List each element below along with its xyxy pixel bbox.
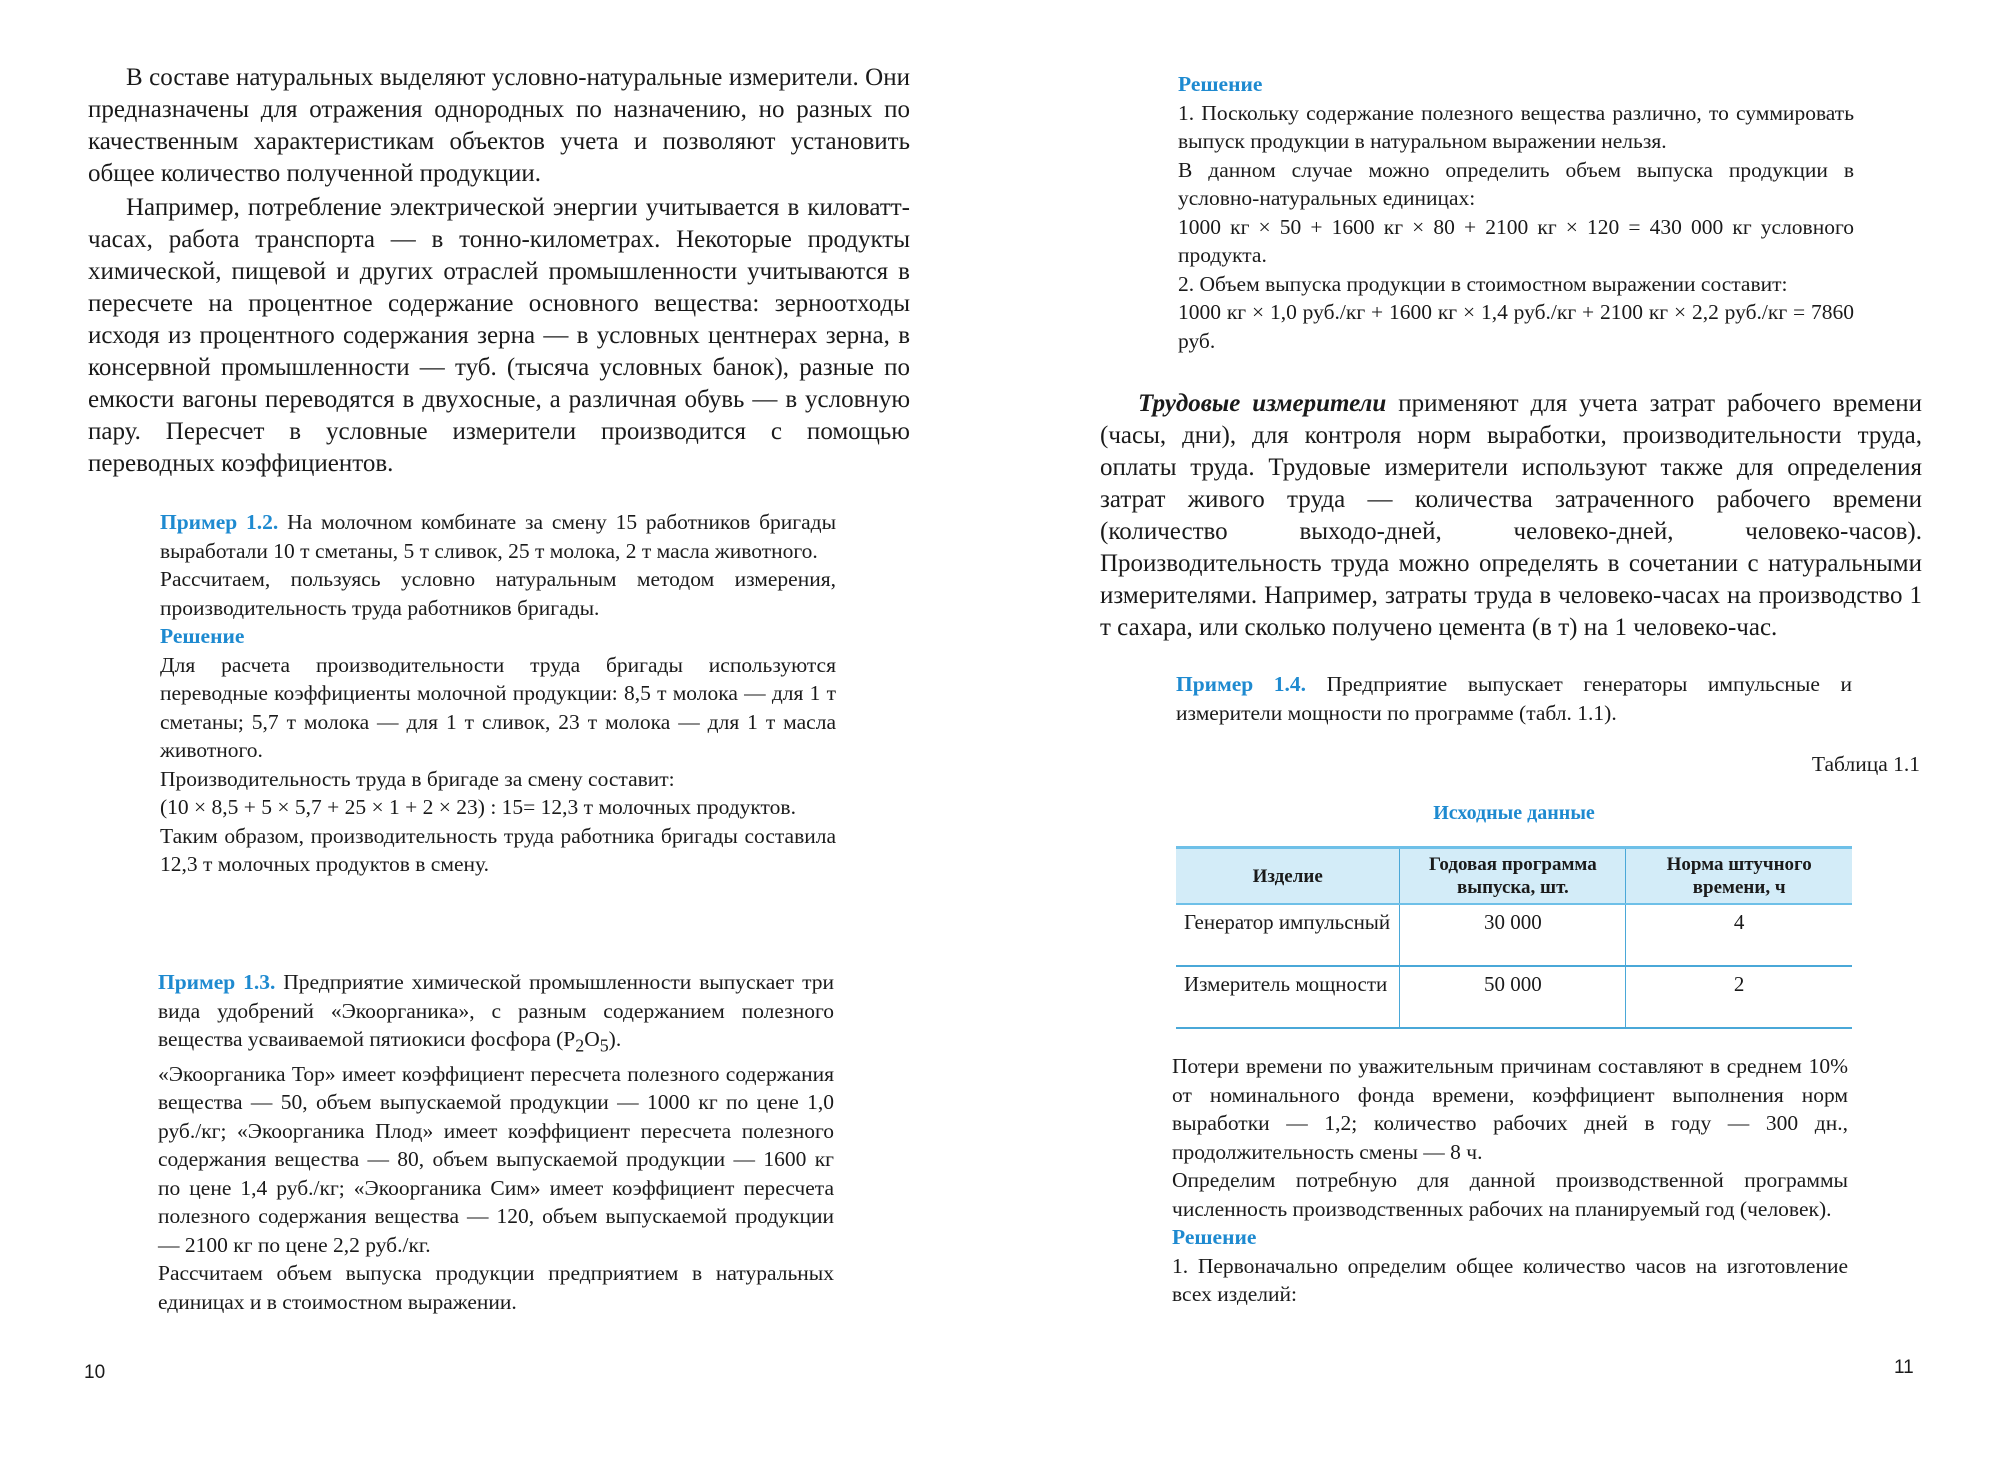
table-header-cell: Норма штучного времени, ч	[1626, 848, 1852, 905]
table-cell-time-norm: 4	[1626, 904, 1852, 966]
labor-measures-text: применяют для учета затрат рабочего времени (часы, дни), для контроля норм выработки, производительности труда, оплаты труда. Трудовые измерители используют также для определения затрат живого труда — количества затраченного рабочего времени (количество выходо-дней, человеко-дней, человеко-часов). Производительность труда можно определять в сочетании с натуральными измерителями. Например, затраты труда в человеко-часах на производство 1 т сахара, или сколько получено цемента (в т) на 1 человеко-час.	[1100, 390, 1922, 641]
table-row	[1176, 904, 1852, 966]
formula-element: O	[584, 1027, 600, 1051]
example-1-4-label: Пример 1.4.	[1176, 672, 1307, 696]
example-1-4-lead-text: Предприятие выпускает генераторы импульсные и измерители мощности по программе (табл. 1.1).	[1176, 672, 1852, 725]
example-1-3-lead-text: Предприятие химической промышленности выпускает три вида удобрений «Экоорганика», с разным содержанием полезного вещества усваиваемой пятиокиси фосфора (P	[158, 970, 835, 1051]
example-1-4-conditions-text: Потери времени по уважительным причинам составляют в среднем 10% от номинального фонда времени, коэффициент выполнения норм выработки — 1,2; количество рабочих дней в году — 300 дн., продолжительность смены — 8 ч.	[1172, 1054, 1848, 1164]
example-1-4-conditions	[1172, 1052, 1848, 1309]
source-data-table	[1176, 846, 1852, 1029]
solution-1-3-label: Решение	[1178, 72, 1263, 96]
formula-subscript: 2	[575, 1035, 585, 1056]
page-number-left: 10	[84, 1362, 106, 1383]
right-page	[1000, 0, 2000, 1475]
paragraph-labor-measures	[1100, 388, 1922, 644]
table-caption: Таблица 1.1	[1811, 752, 1920, 776]
example-1-2-solution-line: Производительность труда в бригаде за смену составит:	[160, 766, 675, 791]
solution-1-3-line: 2. Объем выпуска продукции в стоимостном выражении составит:	[1178, 271, 1788, 296]
solution-1-3-formula: 1000 кг × 1,0 руб./кг + 1600 кг × 1,4 руб./кг + 2100 кг × 2,2 руб./кг = 7860 руб.	[1178, 300, 1854, 353]
example-1-2-lead-text: На молочном комбинате за смену 15 работников бригады выработали 10 т сметаны, 5 т сливок, 25 т молока, 2 т масла животного.	[160, 510, 837, 563]
table-cell-product: Генератор импульсный	[1176, 904, 1400, 966]
example-1-4-solution-start: 1. Первоначально определим общее количество часов на изготовление всех изделий:	[1172, 1253, 1848, 1306]
formula-subscript: 5	[599, 1035, 609, 1056]
example-1-2-conclusion: Таким образом, производительность труда работника бригады составила 12,3 т молочных продуктов в смену.	[160, 823, 836, 876]
example-1-4-lead	[1176, 670, 1852, 727]
example-1-3-label: Пример 1.3.	[158, 970, 276, 994]
table-header-row	[1176, 848, 1852, 905]
example-1-3	[158, 968, 834, 1316]
example-1-4-solution-label: Решение	[1172, 1225, 1257, 1249]
table-cell-annual-program: 30 000	[1400, 904, 1626, 966]
table-cell-time-norm: 2	[1626, 966, 1852, 1028]
table-cell-annual-program: 50 000	[1400, 966, 1626, 1028]
example-1-2-formula: (10 × 8,5 + 5 × 5,7 + 25 × 1 + 2 × 23) : 15= 12,3 т молочных продуктов.	[160, 795, 796, 819]
example-1-2-label: Пример 1.2.	[160, 510, 279, 534]
table-cell-product: Измеритель мощности	[1176, 966, 1400, 1028]
formula-close: ).	[608, 1027, 622, 1051]
right-main-text	[1100, 388, 1922, 644]
table-title: Исходные данные	[1433, 802, 1595, 824]
example-1-2-solution-label: Решение	[160, 624, 245, 648]
example-1-2	[160, 508, 836, 879]
table-header-cell: Изделие	[1176, 848, 1400, 905]
paragraph-conditional-natural: В составе натуральных выделяют условно-натуральные измерители. Они предназначены для отражения однородных по назначению, но разных по качественным характеристикам объектов учета и позволяют установить общее количество полученной продукции.	[88, 64, 910, 187]
example-1-2-lead	[160, 508, 836, 565]
example-1-3-task: Рассчитаем объем выпуска продукции предприятием в натуральных единицах и в стоимостном выражении.	[158, 1261, 834, 1314]
table-header-cell: Годовая программа выпуска, шт.	[1400, 848, 1626, 905]
solution-1-3-line: В данном случае можно определить объем выпуска продукции в условно-натуральных единицах:	[1178, 157, 1854, 210]
table-row	[1176, 966, 1852, 1028]
paragraph-examples-units: Например, потребление электрической энергии учитывается в киловатт-часах, работа транспорта — в тонно-километрах. Некоторые продукты химической, пищевой и других отраслей промышленности учитываются в пересчете на процентное содержание основного вещества: зерноотходы исходя из процентного содержания зерна — в условных центнерах зерна, в консервной промышленности — туб. (тысяча условных банок), разные по емкости вагоны переводятся в двухосные, а различная обувь — в условную пару. Пересчет в условные измерители производится с помощью переводных коэффициентов.	[88, 194, 910, 477]
page-number-right: 11	[1894, 1357, 1914, 1378]
term-labor-measures: Трудовые измерители	[1138, 390, 1387, 417]
solution-1-3	[1178, 70, 1854, 355]
example-1-3-body: «Экоорганика Тор» имеет коэффициент пересчета полезного содержания вещества — 50, объем выпускаемой продукции — 1000 кг по цене 1,0 руб./кг; «Экоорганика Плод» имеет коэффициент пересчета полезного содержания вещества — 80, объем выпускаемой продукции — 1600 кг по цене 1,4 руб./кг; «Экоорганика Сим» имеет коэффициент пересчета полезного содержания вещества — 120, объем выпускаемой продукции — 2100 кг по цене 2,2 руб./кг.	[158, 1061, 834, 1257]
example-1-4-task: Определим потребную для данной производственной программы численность производственных рабочих на планируемый год (человек).	[1172, 1168, 1848, 1221]
example-1-3-lead	[158, 968, 834, 1060]
example-1-2-solution-line: Для расчета производительности труда бригады используются переводные коэффициенты молочной продукции: 8,5 т молока — для 1 т сметаны; 5,7 т молока — для 1 т сливок, 23 т молока — для 1 т масла животного.	[160, 652, 836, 762]
left-main-text	[88, 62, 910, 480]
example-1-2-task: Рассчитаем, пользуясь условно натуральным методом измерения, производительность труда работников бригады.	[160, 567, 836, 620]
solution-1-3-line: 1. Поскольку содержание полезного вещества различно, то суммировать выпуск продукции в натуральном выражении нельзя.	[1178, 100, 1854, 153]
example-1-4	[1176, 670, 1852, 727]
solution-1-3-formula: 1000 кг × 50 + 1600 кг × 80 + 2100 кг × 120 = 430 000 кг условного продукта.	[1178, 214, 1854, 267]
